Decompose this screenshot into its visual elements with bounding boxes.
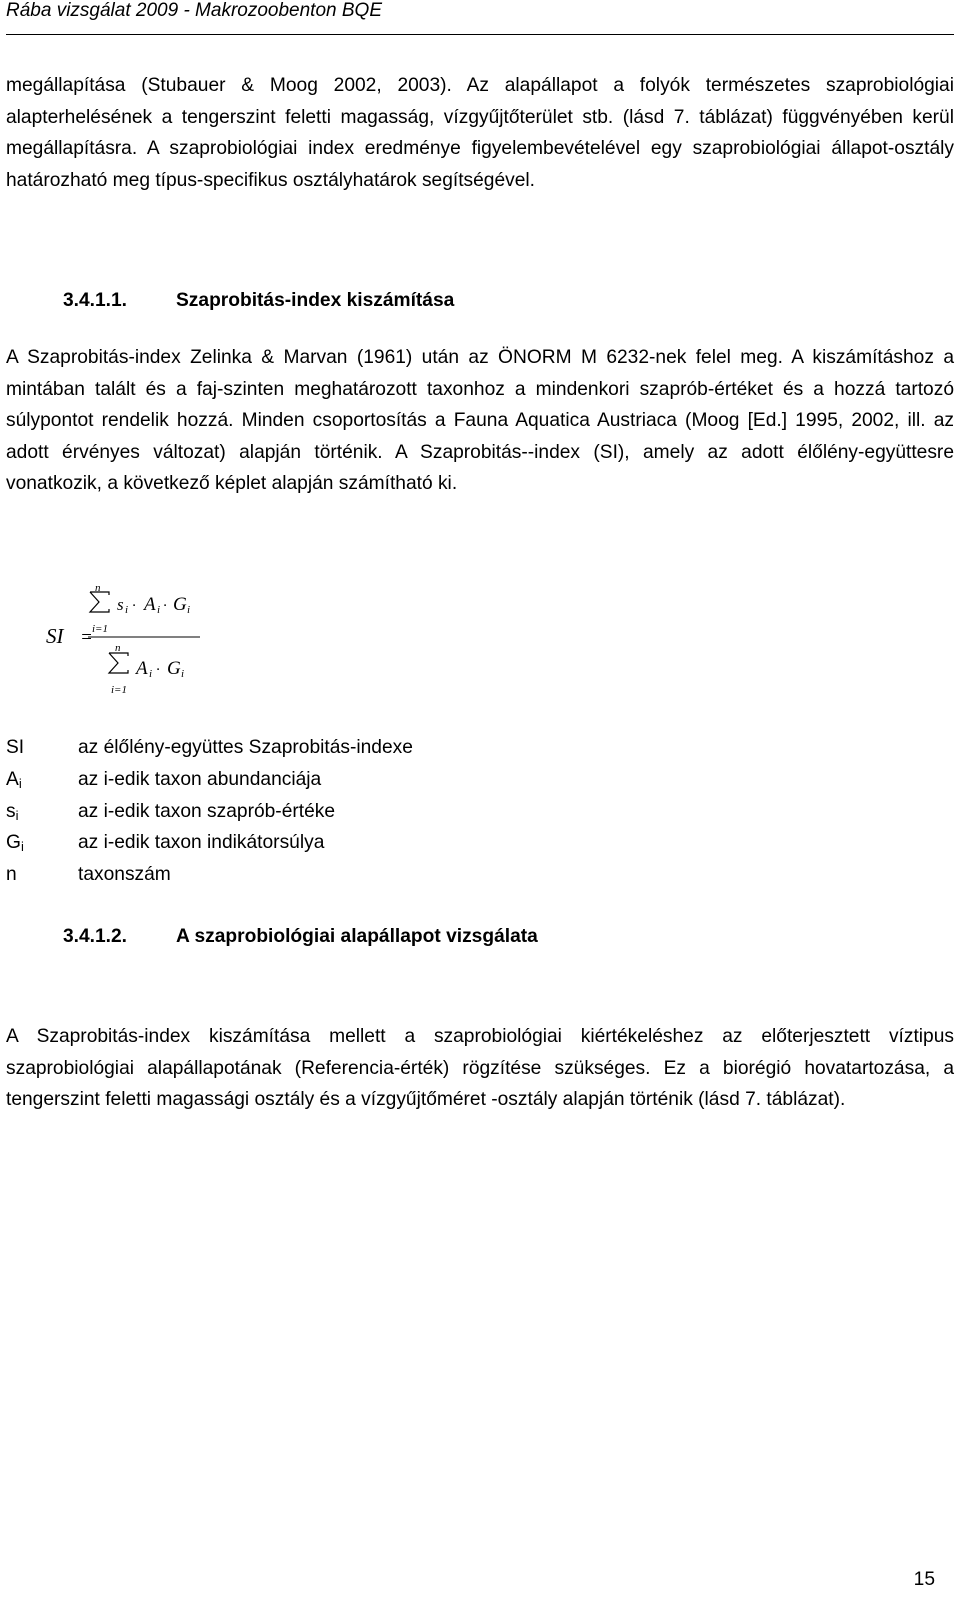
definition-symbol: SI: [6, 737, 25, 758]
definition-symbol: $G_i$: [6, 832, 24, 855]
numerator-G: G: [173, 594, 187, 615]
definition-text: az i-edik taxon abundanciája: [78, 768, 322, 790]
section-title: A szaprobiológiai alapállapot vizsgálata: [176, 926, 538, 947]
numerator-sigma: [90, 592, 109, 612]
denominator-sum-upper: n: [115, 642, 121, 654]
header-title: Rába vizsgálat 2009 - Makrozoobenton BQE: [6, 0, 382, 21]
section2-paragraph: A Szaprobitás-index kiszámítása mellett a szaprobiológiai kiértékeléshez az előterjesztett víztipus szaprobiológiai alapállapotának (Referencia-érték) rögzítése szükséges. Ez a biorégió hovatartozása, a tengerszint feletti magassági osztály és a vízgyűjtőméret -osztály alapján történik (lásd 7. táblázat).: [6, 1026, 954, 1111]
definition-symbol: $s_i$: [6, 800, 19, 823]
section-title: Szaprobitás-index kiszámítása: [176, 290, 455, 311]
definition-text: az élőlény-együttes Szaprobitás-indexe: [78, 737, 413, 758]
definition-row: [6, 827, 706, 859]
definition-symbol: n: [6, 864, 17, 886]
denominator-G-sub: i: [181, 668, 185, 680]
denominator-A-sub: i: [149, 668, 153, 680]
numerator-A-sub: i: [157, 604, 161, 616]
numerator-G-sub: i: [187, 604, 191, 616]
si-formula: [40, 586, 220, 716]
section-heading-1: [63, 290, 454, 312]
formula-graphic: [40, 586, 220, 716]
denominator-A: A: [136, 658, 148, 679]
formula-lhs: SI: [46, 624, 64, 648]
definition-text: az i-edik taxon szaprób-értéke: [78, 800, 336, 822]
definition-symbol: $A_i$: [6, 768, 22, 791]
numerator-sum-upper: n: [95, 586, 101, 594]
numerator-A: A: [144, 594, 156, 615]
intro-paragraph: megállapítása (Stubauer & Moog 2002, 2003). Az alapállapot a folyók természetes szaprobiológiai alapterhelésének a tengerszint feletti magasság, vízgyűjtőterület stb. (lásd 7. táblázat) függvényében kerül megállapításra. A szaprobiológiai index eredménye figyelembevételével egy szaprobiológiai állapot-osztály határozható meg típus-specifikus osztályhatárok segítségével.: [6, 75, 954, 191]
definition-row: [6, 764, 706, 796]
page-header: [6, 0, 954, 35]
page-number: 15: [913, 1569, 935, 1590]
numerator-sum-lower: i=1: [92, 623, 108, 635]
denominator-dot: ·: [156, 662, 160, 678]
definition-text: taxonszám: [78, 864, 171, 886]
numerator-s-sub: i: [125, 604, 129, 616]
numerator-s: s: [117, 595, 124, 614]
section-number: 3.4.1.1.: [63, 290, 128, 311]
symbol-definitions: [6, 732, 706, 891]
numerator-dot-1: ·: [132, 598, 136, 614]
numerator-dot-2: ·: [163, 598, 167, 614]
definition-row: [6, 796, 706, 828]
denominator-sigma: [109, 653, 128, 673]
section-heading-2: [63, 926, 538, 948]
section-number: 3.4.1.2.: [63, 926, 128, 947]
definition-row: [6, 732, 706, 764]
definition-text: az i-edik taxon indikátorsúlya: [78, 832, 325, 854]
definition-row: [6, 859, 706, 891]
formula-equals: =: [80, 627, 93, 648]
section1-paragraph: A Szaprobitás-index Zelinka & Marvan (1961) után az ÖNORM M 6232-nek felel meg. A kiszámításhoz a mintában talált és a faj-szinten meghatározott taxonhoz a mindenkori szaprób-értéket és a hozzá tartozó súlypontot rendelik hozzá. Minden csoportosítás a Fauna Aquatica Austriaca (Moog [Ed.] 1995, 2002, ill. az adott érvényes változat) alapján történik. A Szaprobitás--index (SI), amely az adott élőlény-együttesre vonatkozik, a következő képlet alapján számítható ki.: [6, 347, 954, 495]
denominator-G: G: [167, 658, 181, 679]
denominator-sum-lower: i=1: [111, 684, 127, 696]
